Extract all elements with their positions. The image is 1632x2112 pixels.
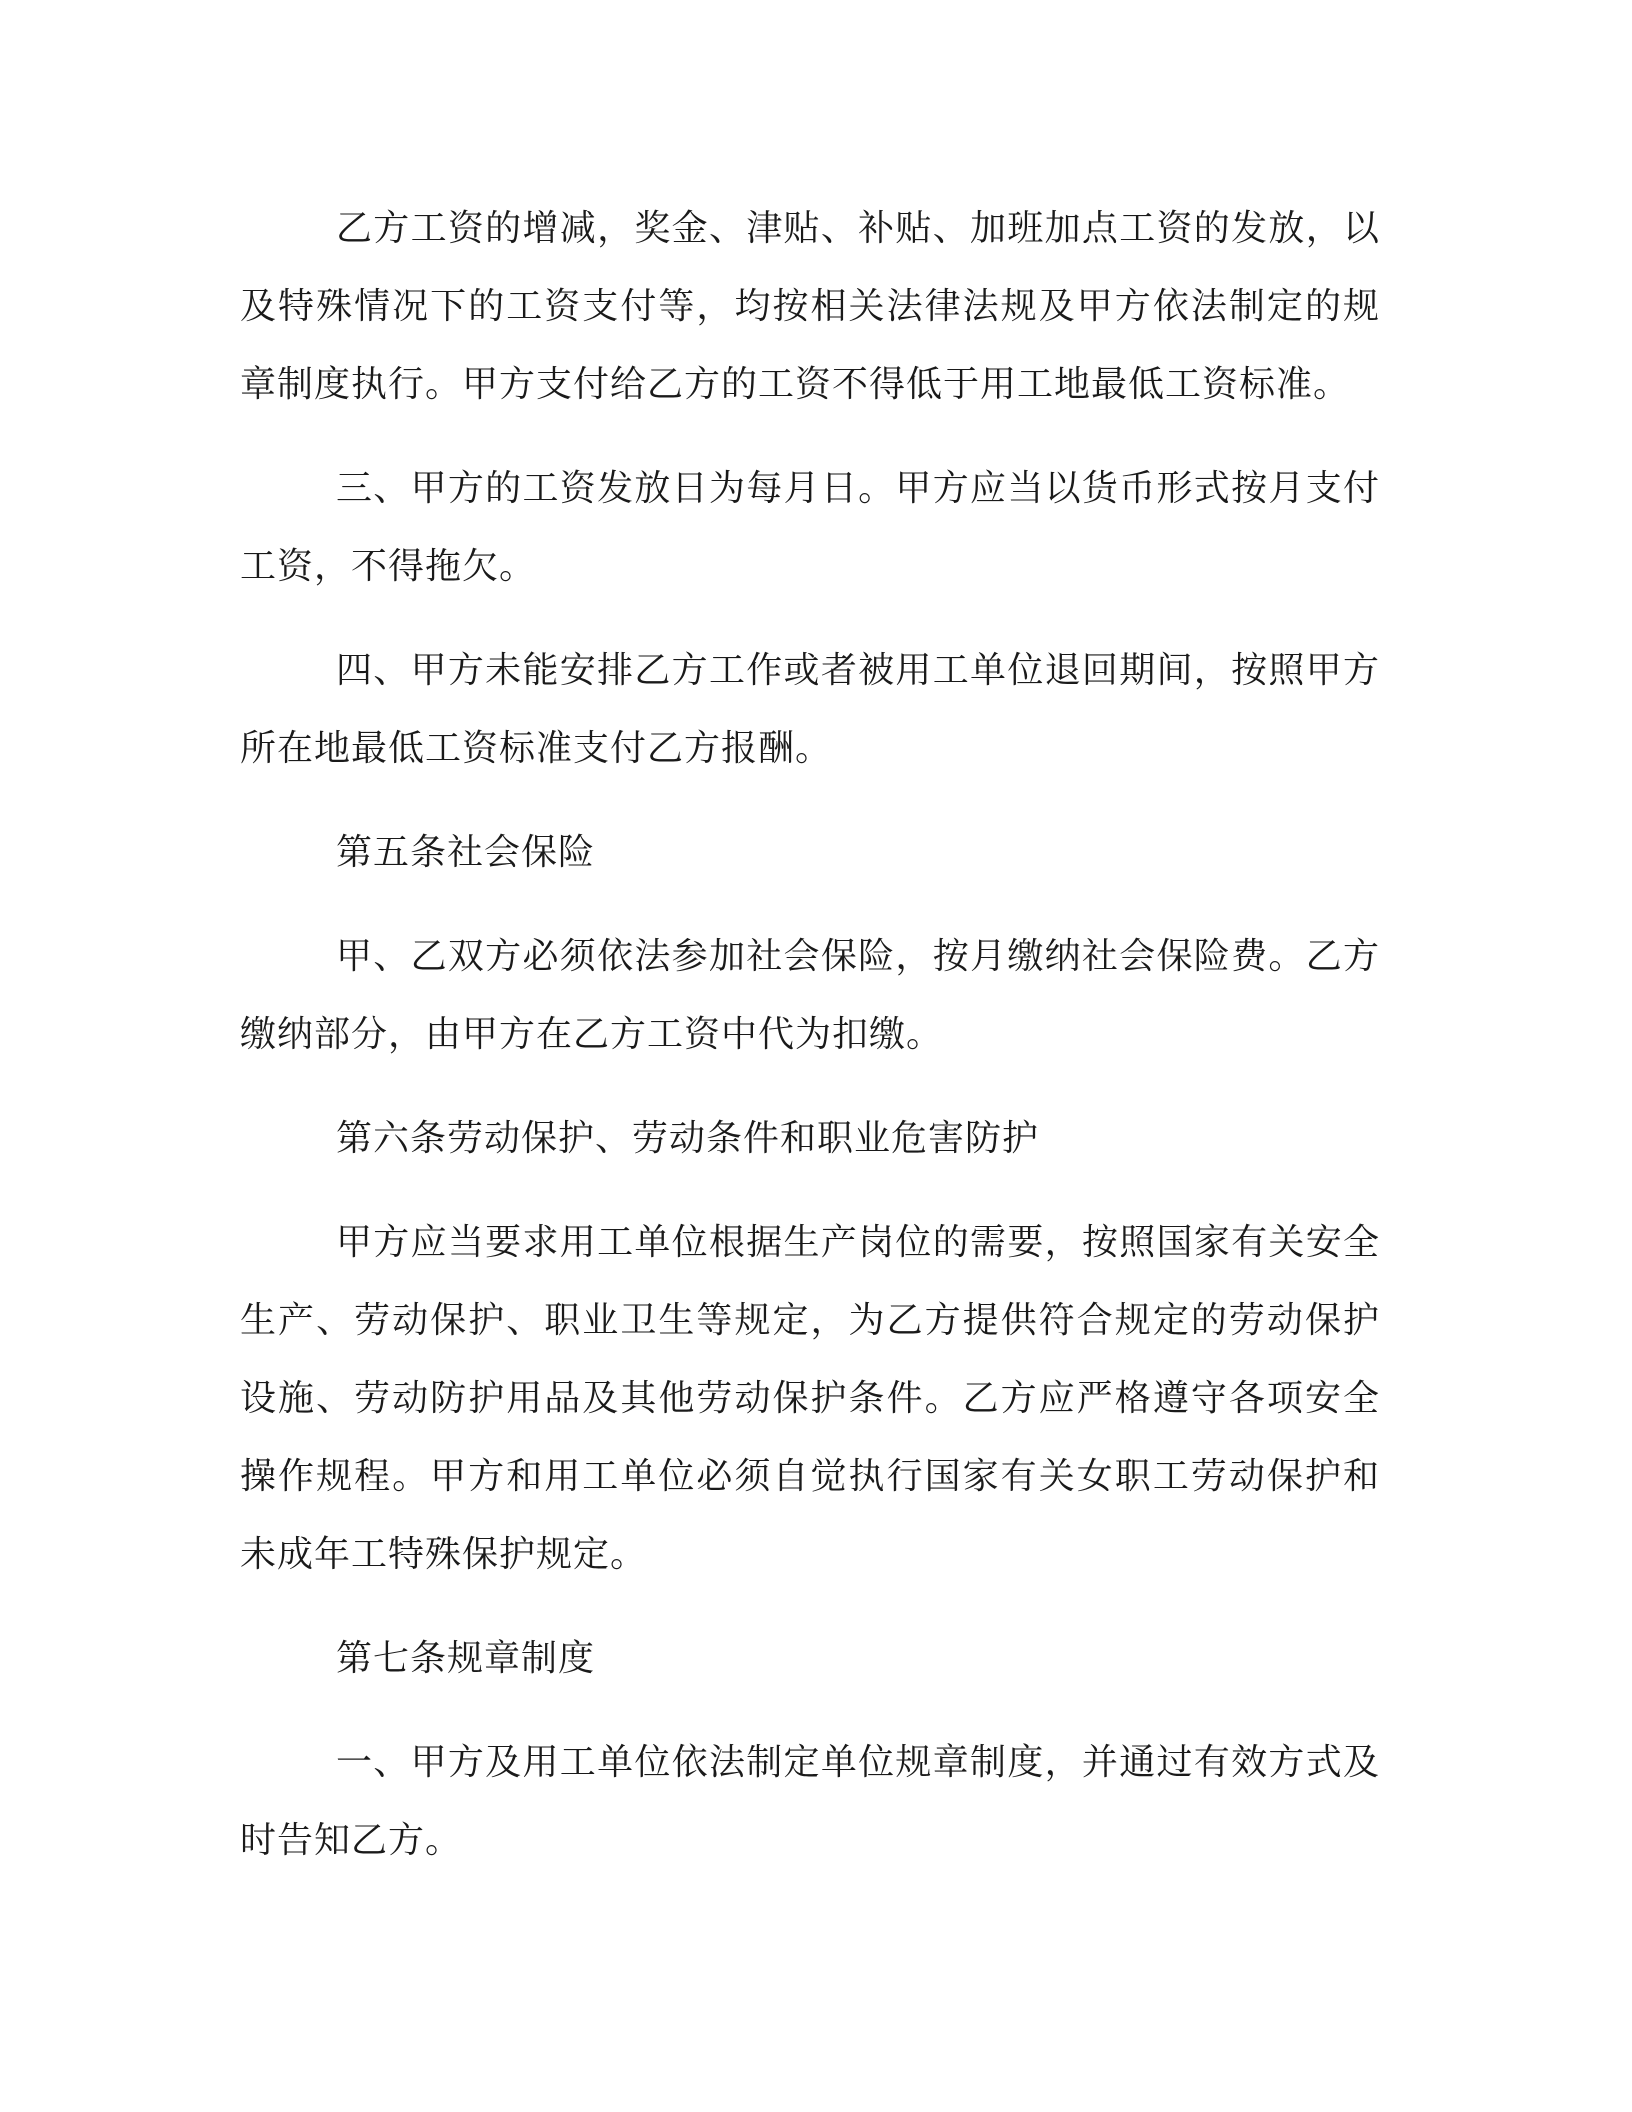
heading-article-7: 第七条规章制度 (336, 1638, 596, 1679)
document-body (240, 190, 1380, 1906)
paragraph-labor-protection: 甲方应当要求用工单位根据生产岗位的需要，按照国家有关安全生产、劳动保护、职业卫生等规定，为乙方提供符合规定的劳动保护设施、劳动防护用品及其他劳动保护条件。乙方应严格遵守各项安全操作规程。甲方和用工单位必须自觉执行国家有关女职工劳动保护和未成年工特殊保护规定。 (240, 1222, 1380, 1575)
paragraph-rules-notice: 一、甲方及用工单位依法制定单位规章制度，并通过有效方式及时告知乙方。 (240, 1742, 1380, 1861)
paragraph-social-insurance: 甲、乙双方必须依法参加社会保险，按月缴纳社会保险费。乙方缴纳部分，由甲方在乙方工资中代为扣缴。 (240, 936, 1380, 1055)
heading-article-5: 第五条社会保险 (336, 832, 596, 873)
heading-article-6: 第六条劳动保护、劳动条件和职业危害防护 (336, 1118, 1040, 1159)
paragraph-payday: 三、甲方的工资发放日为每月日。甲方应当以货币形式按月支付工资，不得拖欠。 (240, 468, 1380, 587)
paragraph-idle-pay: 四、甲方未能安排乙方工作或者被用工单位退回期间，按照甲方所在地最低工资标准支付乙方报酬。 (240, 650, 1380, 769)
paragraph-wage-adjustment: 乙方工资的增减，奖金、津贴、补贴、加班加点工资的发放，以及特殊情况下的工资支付等，均按相关法律法规及甲方依法制定的规章制度执行。甲方支付给乙方的工资不得低于用工地最低工资标准。 (240, 208, 1380, 405)
